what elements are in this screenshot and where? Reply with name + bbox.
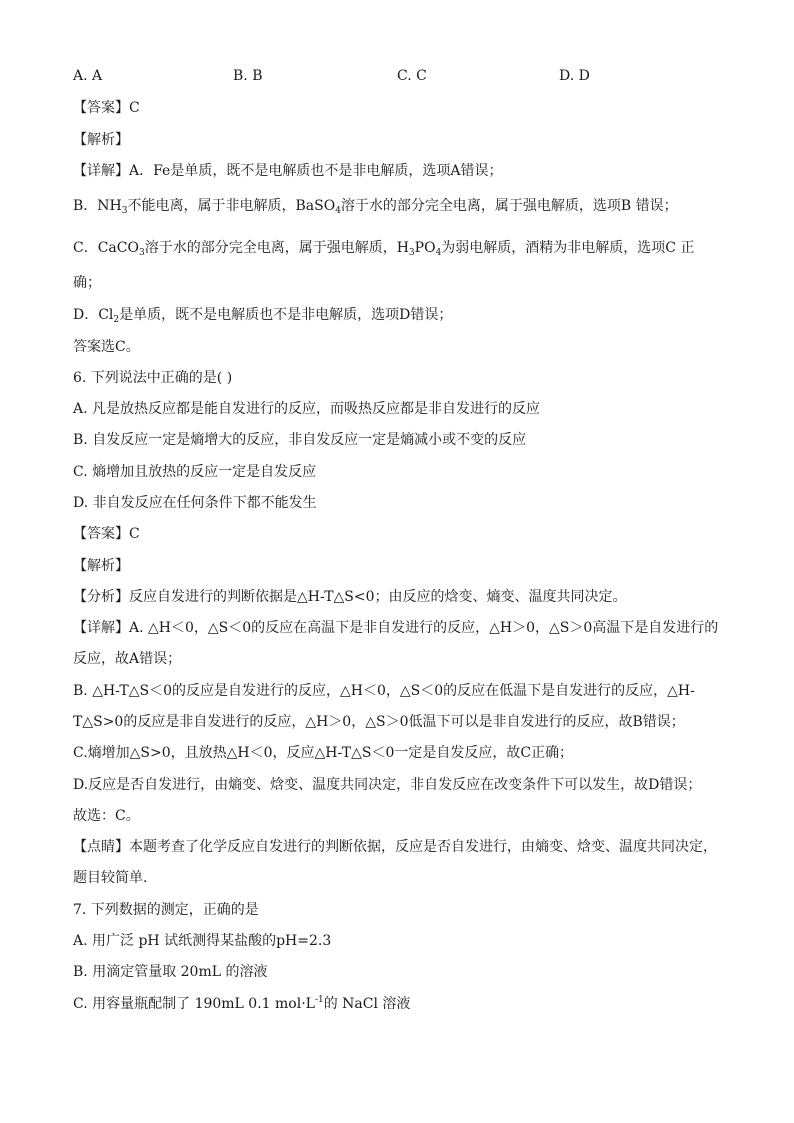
q5-option-d: D. D — [559, 68, 590, 84]
q5-detail-c: C．CaCO$_3$溶于水的部分完全电离，属于强电解质，$H_3PO_4$为弱电解质，酒精为非电解质，选项C 正 — [73, 240, 695, 258]
q5-option-c: C. C — [397, 68, 427, 84]
q6-option-d: D. 非自发反应在任何条件下都不能发生 — [73, 495, 317, 511]
q5-detail-c-cont: 确； — [73, 275, 101, 291]
q6-dianjing-line2: 题目较简单. — [73, 870, 148, 886]
q5-analysis-label: 【解析】 — [73, 132, 129, 148]
q6-detail-b-line1: B. △H-T△S＜0的反应是自发进行的反应，△H＜0，△S＜0的反应在低温下是自发进行的反应，△H- — [73, 683, 695, 699]
q5-detail-b: B．$NH_3$不能电离，属于非电解质，BaSO$_4$溶于水的部分完全电离，属于强电解质，选项B 错误； — [73, 198, 678, 216]
q5-option-a: A. A — [73, 68, 103, 84]
q6-conclusion: 故选：C。 — [73, 808, 140, 824]
q6-fenxi: 【分析】反应自发进行的判断依据是△H-T△S<0；由反应的焓变、熵变、温度共同决定。 — [73, 589, 627, 605]
q6-stem: 6. 下列说法中正确的是( ) — [73, 370, 233, 386]
q6-option-c: C. 熵增加且放热的反应一定是自发反应 — [73, 464, 317, 480]
q6-detail-c: C.熵增加△S>0，且放热△H＜0，反应△H-T△S＜0一定是自发反应，故C正确； — [73, 745, 574, 761]
q5-answer: 【答案】C — [73, 100, 140, 116]
q7-option-b: B. 用滴定管量取 20mL 的溶液 — [73, 964, 268, 980]
q5-options-row — [73, 66, 673, 86]
q6-option-a: A. 凡是放热反应都是能自发进行的反应，而吸热反应都是非自发进行的反应 — [73, 401, 541, 417]
q7-stem: 7. 下列数据的测定，正确的是 — [73, 902, 259, 918]
q5-conclusion: 答案选C。 — [73, 339, 140, 355]
q6-answer: 【答案】C — [73, 526, 140, 542]
q6-detail-a-line2: 反应，故A错误； — [73, 651, 182, 667]
q6-analysis-label: 【解析】 — [73, 558, 129, 574]
q5-detail-a: 【详解】A．Fe是单质，既不是电解质也不是非电解质，选项A错误； — [73, 163, 503, 179]
q5-option-b: B. B — [233, 68, 263, 84]
q6-detail-a-line1: 【详解】A. △H＜0，△S＜0的反应在高温下是非自发进行的反应，△H＞0，△S＞0高温下是自发进行的 — [73, 620, 719, 636]
q7-option-a: A. 用广泛 pH 试纸测得某盐酸的pH=2.3 — [73, 933, 332, 949]
q7-option-c: C. 用容量瓶配制了 190mL 0.1 $mol\cdot L^{-1}$的 NaCl 溶液 — [73, 995, 411, 1012]
q5-detail-d: D．$Cl_2$是单质，既不是电解质也不是非电解质，选项D错误； — [73, 307, 453, 325]
q6-detail-b-line2: T△S>0的反应是非自发进行的反应，△H＞0，△S＞0低温下可以是非自发进行的反应，故B错误； — [73, 714, 685, 730]
q6-dianjing-line1: 【点睛】本题考查了化学反应自发进行的判断依据，反应是否自发进行，由熵变、焓变、温度共同决定， — [73, 839, 717, 855]
q6-option-b: B. 自发反应一定是熵增大的反应，非自发反应一定是熵减小或不变的反应 — [73, 432, 527, 448]
q6-detail-d: D.反应是否自发进行，由熵变、焓变、温度共同决定，非自发反应在改变条件下可以发生，故D错误； — [73, 777, 702, 793]
